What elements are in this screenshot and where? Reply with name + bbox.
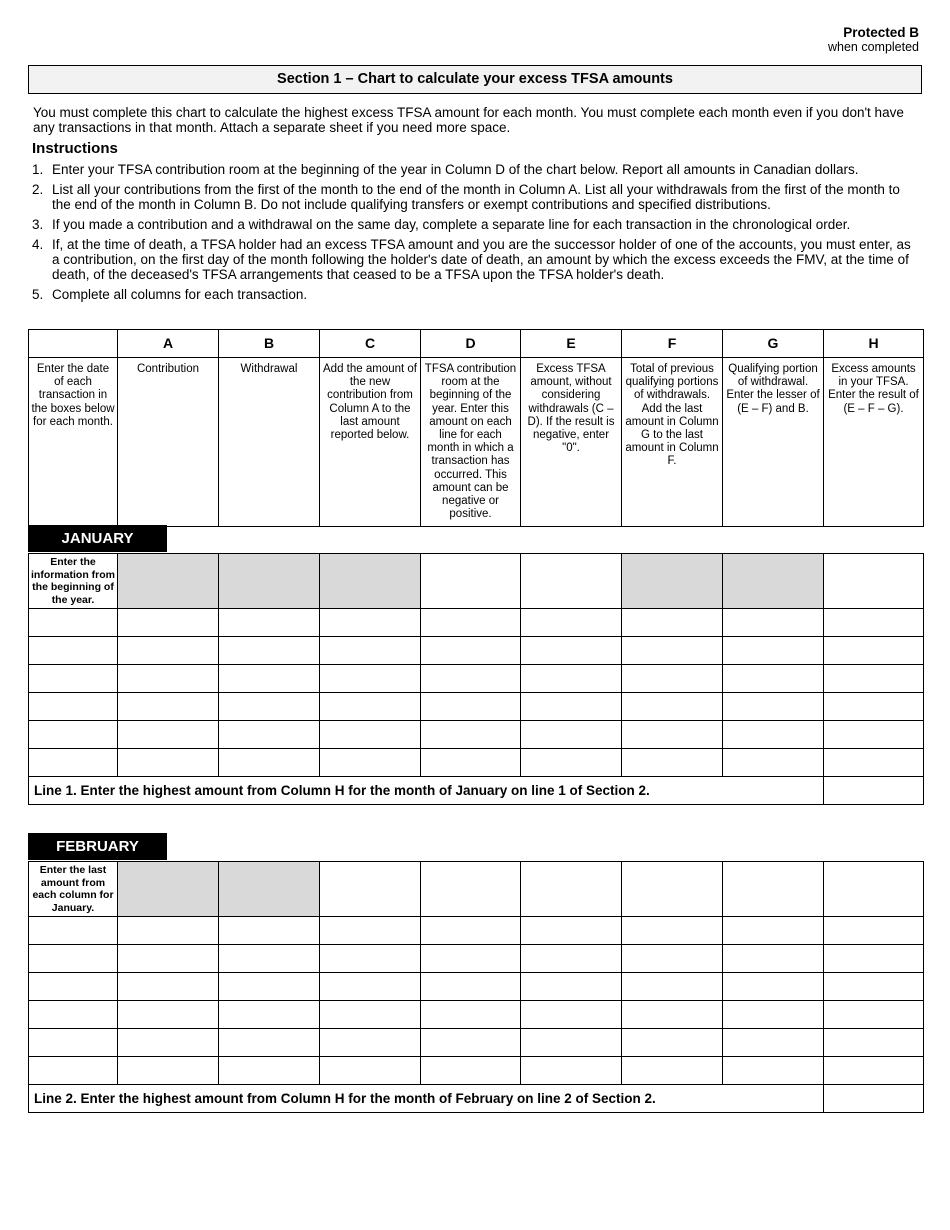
amount-cell-col-e[interactable] [521, 917, 622, 945]
opening-cell-col-d[interactable] [421, 862, 521, 917]
amount-cell-col-d[interactable] [421, 721, 521, 749]
amount-cell-col-g[interactable] [723, 917, 824, 945]
opening-cell-col-c[interactable] [320, 862, 421, 917]
transaction-row [29, 637, 924, 665]
amount-cell-col-e[interactable] [521, 721, 622, 749]
column-g-description: Qualifying portion of withdrawal. Enter the lesser of (E – F) and B. [723, 358, 824, 527]
amount-cell-col-b[interactable] [219, 721, 320, 749]
amount-cell-col-a[interactable] [118, 721, 219, 749]
amount-cell-col-d[interactable] [421, 1029, 521, 1057]
amount-cell-col-c[interactable] [320, 973, 421, 1001]
amount-cell-col-h[interactable] [824, 1001, 924, 1029]
amount-cell-col-a[interactable] [118, 973, 219, 1001]
amount-cell-col-b[interactable] [219, 749, 320, 777]
transaction-row [29, 1057, 924, 1085]
amount-cell-col-c[interactable] [320, 665, 421, 693]
date-cell[interactable] [29, 1057, 118, 1085]
opening-cell-col-a [118, 862, 219, 917]
protected-label: Protected B [843, 25, 919, 40]
date-cell[interactable] [29, 693, 118, 721]
amount-cell-col-b[interactable] [219, 637, 320, 665]
transaction-row [29, 1029, 924, 1057]
column-b-description: Withdrawal [219, 358, 320, 527]
column-header-table [28, 329, 924, 527]
instruction-item: 4. If, at the time of death, a TFSA holder had an excess TFSA amount and you are the successor holder of one of the accounts, you must enter, as a contribution, on the first day of the month following the holder's date of death, an amount by which the excess exceeds the FMV, at the time of death, of the deceased's TFSA arrangements that ceased to be a TFSA upon the TFSA holder's death. [32, 237, 911, 282]
amount-cell-col-f[interactable] [622, 917, 723, 945]
protected-note: when completed [827, 40, 919, 54]
date-cell[interactable] [29, 973, 118, 1001]
amount-cell-col-h[interactable] [824, 637, 924, 665]
date-cell[interactable] [29, 1001, 118, 1029]
amount-cell-col-e[interactable] [521, 665, 622, 693]
amount-cell-col-e[interactable] [521, 973, 622, 1001]
transaction-row [29, 945, 924, 973]
transaction-row [29, 721, 924, 749]
amount-cell-col-b[interactable] [219, 1057, 320, 1085]
opening-cell-col-b [219, 862, 320, 917]
amount-cell-col-f[interactable] [622, 945, 723, 973]
line-instruction: Line 2. Enter the highest amount from Column H for the month of February on line 2 of Section 2. [29, 1085, 824, 1113]
amount-cell-col-c[interactable] [320, 1001, 421, 1029]
amount-cell-col-h[interactable] [824, 693, 924, 721]
amount-cell-col-c[interactable] [320, 1057, 421, 1085]
amount-cell-col-g[interactable] [723, 637, 824, 665]
amount-cell-col-f[interactable] [622, 1001, 723, 1029]
opening-cell-col-h[interactable] [824, 554, 924, 609]
opening-cell-col-h[interactable] [824, 862, 924, 917]
amount-cell-col-d[interactable] [421, 609, 521, 637]
amount-cell-col-a[interactable] [118, 1057, 219, 1085]
amount-cell-col-e[interactable] [521, 1029, 622, 1057]
amount-cell-col-g[interactable] [723, 1001, 824, 1029]
amount-cell-col-g[interactable] [723, 609, 824, 637]
month-february-badge: FEBRUARY [28, 833, 167, 860]
date-cell[interactable] [29, 665, 118, 693]
amount-cell-col-a[interactable] [118, 693, 219, 721]
amount-cell-col-d[interactable] [421, 693, 521, 721]
amount-cell-col-g[interactable] [723, 945, 824, 973]
amount-cell-col-b[interactable] [219, 945, 320, 973]
column-c-description: Add the amount of the new contribution from Column A to the last amount reported below. [320, 358, 421, 527]
amount-cell-col-c[interactable] [320, 749, 421, 777]
column-letter-d: D [421, 330, 521, 358]
amount-cell-col-b[interactable] [219, 693, 320, 721]
amount-cell-col-b[interactable] [219, 609, 320, 637]
section-title: Section 1 – Chart to calculate your excess TFSA amounts [28, 65, 922, 94]
amount-cell-col-g[interactable] [723, 749, 824, 777]
instructions-heading: Instructions [32, 140, 118, 157]
amount-cell-col-e[interactable] [521, 637, 622, 665]
date-cell[interactable] [29, 749, 118, 777]
amount-cell-col-h[interactable] [824, 721, 924, 749]
amount-cell-col-d[interactable] [421, 637, 521, 665]
amount-cell-col-f[interactable] [622, 721, 723, 749]
amount-cell-col-d[interactable] [421, 1001, 521, 1029]
amount-cell-col-f[interactable] [622, 693, 723, 721]
amount-cell-col-h[interactable] [824, 1029, 924, 1057]
amount-cell-col-g[interactable] [723, 665, 824, 693]
line-instruction: Line 1. Enter the highest amount from Column H for the month of January on line 1 of Section 2. [29, 777, 824, 805]
protected-marking [828, 25, 919, 54]
opening-cell-col-d[interactable] [421, 554, 521, 609]
date-cell[interactable] [29, 609, 118, 637]
transaction-row [29, 693, 924, 721]
amount-cell-col-h[interactable] [824, 665, 924, 693]
amount-cell-col-a[interactable] [118, 1001, 219, 1029]
amount-cell-col-a[interactable] [118, 1029, 219, 1057]
amount-cell-col-a[interactable] [118, 945, 219, 973]
amount-cell-col-h[interactable] [824, 973, 924, 1001]
column-h-description: Excess amounts in your TFSA. Enter the result of (E – F – G). [824, 358, 924, 527]
amount-cell-col-c[interactable] [320, 721, 421, 749]
transaction-row [29, 609, 924, 637]
column-f-description: Total of previous qualifying portions of withdrawals. Add the last amount in Column G to the last amount in Column F. [622, 358, 723, 527]
column-letter-c: C [320, 330, 421, 358]
amount-cell-col-a[interactable] [118, 749, 219, 777]
amount-cell-col-a[interactable] [118, 637, 219, 665]
amount-cell-col-e[interactable] [521, 945, 622, 973]
column-d-description: TFSA contribution room at the beginning of the year. Enter this amount on each line for each month in which a transaction has occurred. This amount can be negative or positive. [421, 358, 521, 527]
amount-cell-col-e[interactable] [521, 1001, 622, 1029]
column-letter-f: F [622, 330, 723, 358]
date-cell[interactable] [29, 637, 118, 665]
amount-cell-col-g[interactable] [723, 1057, 824, 1085]
amount-cell-col-a[interactable] [118, 917, 219, 945]
amount-cell-col-c[interactable] [320, 637, 421, 665]
amount-cell-col-c[interactable] [320, 917, 421, 945]
amount-cell-col-b[interactable] [219, 917, 320, 945]
first-row-label: Enter the information from the beginning of the year. [29, 554, 118, 609]
amount-cell-col-b[interactable] [219, 665, 320, 693]
amount-cell-col-h[interactable] [824, 749, 924, 777]
amount-cell-col-c[interactable] [320, 1029, 421, 1057]
transaction-row [29, 973, 924, 1001]
line-amount-field[interactable] [824, 1085, 924, 1113]
january-table [28, 553, 924, 805]
amount-cell-col-b[interactable] [219, 973, 320, 1001]
opening-cell-col-f[interactable] [622, 862, 723, 917]
date-cell[interactable] [29, 917, 118, 945]
amount-cell-col-f[interactable] [622, 1057, 723, 1085]
transaction-row [29, 917, 924, 945]
column-letter-b: B [219, 330, 320, 358]
amount-cell-col-d[interactable] [421, 1057, 521, 1085]
amount-cell-col-d[interactable] [421, 945, 521, 973]
line-amount-field[interactable] [824, 777, 924, 805]
column-letter-a: A [118, 330, 219, 358]
amount-cell-col-e[interactable] [521, 693, 622, 721]
transaction-row [29, 1001, 924, 1029]
opening-cell-col-e[interactable] [521, 554, 622, 609]
amount-cell-col-f[interactable] [622, 637, 723, 665]
column-letter-g: G [723, 330, 824, 358]
transaction-row [29, 749, 924, 777]
opening-cell-col-f [622, 554, 723, 609]
amount-cell-col-g[interactable] [723, 693, 824, 721]
amount-cell-col-a[interactable] [118, 609, 219, 637]
amount-cell-col-g[interactable] [723, 973, 824, 1001]
amount-cell-col-f[interactable] [622, 749, 723, 777]
amount-cell-col-f[interactable] [622, 609, 723, 637]
opening-cell-col-a [118, 554, 219, 609]
date-cell[interactable] [29, 1029, 118, 1057]
amount-cell-col-g[interactable] [723, 1029, 824, 1057]
first-row-label: Enter the last amount from each column for January. [29, 862, 118, 917]
amount-cell-col-d[interactable] [421, 973, 521, 1001]
column-letter-blank [29, 330, 118, 358]
date-column-description: Enter the date of each transaction in the boxes below for each month. [29, 358, 118, 527]
amount-cell-col-h[interactable] [824, 945, 924, 973]
amount-cell-col-d[interactable] [421, 749, 521, 777]
amount-cell-col-h[interactable] [824, 917, 924, 945]
opening-cell-col-g[interactable] [723, 862, 824, 917]
amount-cell-col-b[interactable] [219, 1029, 320, 1057]
amount-cell-col-c[interactable] [320, 609, 421, 637]
amount-cell-col-b[interactable] [219, 1001, 320, 1029]
amount-cell-col-a[interactable] [118, 665, 219, 693]
opening-cell-col-c [320, 554, 421, 609]
opening-cell-col-b [219, 554, 320, 609]
date-cell[interactable] [29, 721, 118, 749]
amount-cell-col-e[interactable] [521, 749, 622, 777]
amount-cell-col-f[interactable] [622, 973, 723, 1001]
amount-cell-col-f[interactable] [622, 1029, 723, 1057]
instruction-item: 3. If you made a contribution and a withdrawal on the same day, complete a separate line for each transaction in the chronological order. [32, 217, 851, 232]
amount-cell-col-h[interactable] [824, 609, 924, 637]
column-letter-h: H [824, 330, 924, 358]
amount-cell-col-d[interactable] [421, 665, 521, 693]
instruction-item: 1. Enter your TFSA contribution room at the beginning of the year in Column D of the chart below. Report all amounts in Canadian dollars. [32, 162, 859, 177]
amount-cell-col-c[interactable] [320, 945, 421, 973]
amount-cell-col-c[interactable] [320, 693, 421, 721]
instruction-item: 5. Complete all columns for each transaction. [32, 287, 308, 302]
amount-cell-col-f[interactable] [622, 665, 723, 693]
instruction-item: 2. List all your contributions from the first of the month to the end of the month in Column A. List all your withdrawals from the first of the month to the end of the month in Column B. Do not include qualifying transfers or exempt contributions and specified distributions. [32, 182, 900, 212]
month-january-badge: JANUARY [28, 525, 167, 552]
amount-cell-col-d[interactable] [421, 917, 521, 945]
amount-cell-col-g[interactable] [723, 721, 824, 749]
february-table [28, 861, 924, 1113]
amount-cell-col-h[interactable] [824, 1057, 924, 1085]
intro-text: You must complete this chart to calculate the highest excess TFSA amount for each month. You must complete each month even if you don't have any transactions in that month. Attach a separate sheet if you need more space. [33, 105, 904, 135]
transaction-row [29, 665, 924, 693]
column-e-description: Excess TFSA amount, without considering withdrawals (C – D). If the result is negative, enter "0". [521, 358, 622, 527]
opening-cell-col-e[interactable] [521, 862, 622, 917]
amount-cell-col-e[interactable] [521, 1057, 622, 1085]
opening-cell-col-g [723, 554, 824, 609]
column-letter-e: E [521, 330, 622, 358]
date-cell[interactable] [29, 945, 118, 973]
amount-cell-col-e[interactable] [521, 609, 622, 637]
instructions-list [32, 162, 920, 307]
column-a-description: Contribution [118, 358, 219, 527]
